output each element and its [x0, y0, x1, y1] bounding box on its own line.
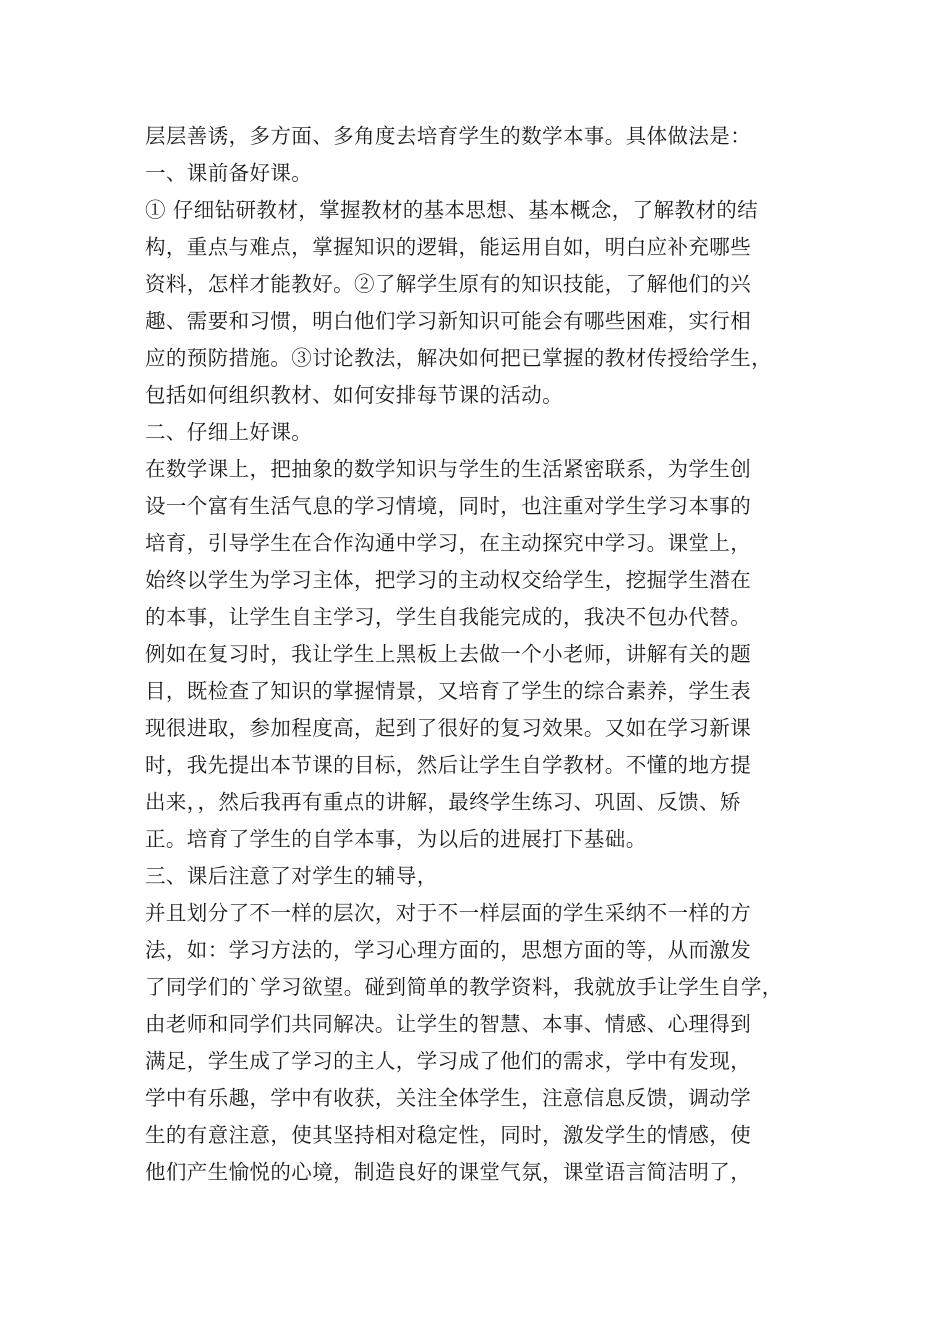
text-line: 出来，，然后我再有重点的讲解，最终学生练习、巩固、反馈、矫	[145, 790, 741, 814]
text-line: 设一个富有生活气息的学习情境，同时，也注重对学生学习本事的	[145, 494, 752, 518]
text-line: 学中有乐趣，学中有收获，关注全体学生，注意信息反馈，调动学	[145, 1086, 752, 1110]
section-heading: 一、课前备好课。	[145, 161, 313, 185]
text-line: 法，如：学习方法的，学习心理方面的，思想方面的等，从而激发	[145, 938, 752, 962]
text-line: 包括如何组织教材、如何安排每节课的活动。	[145, 383, 563, 407]
text-line: 时，我先提出本节课的目标，然后让学生自学教材。不懂的地方提	[145, 753, 752, 777]
text-line: 趣、需要和习惯，明白他们学习新知识可能会有哪些困难，实行相	[145, 309, 752, 333]
section-heading: 二、仔细上好课。	[145, 420, 313, 444]
text-line: 满足，学生成了学习的主人，学习成了他们的需求，学中有发现，	[145, 1049, 752, 1073]
section-heading: 三、课后注意了对学生的辅导，	[145, 864, 438, 888]
text-line: 资料，怎样才能教好。②了解学生原有的知识技能，了解他们的兴	[145, 272, 752, 296]
text-line: 在数学课上，把抽象的数学知识与学生的生活紧密联系，为学生创	[145, 457, 752, 481]
text-line: 始终以学生为学习主体，把学习的主动权交给学生，挖掘学生潜在	[145, 568, 752, 592]
text-line: 层层善诱，多方面、多角度去培育学生的数学本事。具体做法是：	[145, 124, 752, 148]
text-line: 现很进取，参加程度高，起到了很好的复习效果。又如在学习新课	[145, 716, 752, 740]
text-line: 正。培育了学生的自学本事，为以后的进展打下基础。	[145, 827, 647, 851]
text-line: 生的有意注意，使其坚持相对稳定性，同时，激发学生的情感，使	[145, 1123, 752, 1147]
document-body	[145, 118, 817, 1191]
text-line: 构，重点与难点，掌握知识的逻辑，能运用自如，明白应补充哪些	[145, 235, 752, 259]
text-line: 培育，引导学生在合作沟通中学习，在主动探究中学习。课堂上，	[145, 531, 752, 555]
text-line: 的本事，让学生自主学习，学生自我能完成的，我决不包办代替。	[145, 605, 752, 629]
text-line: 目，既检查了知识的掌握情景，又培育了学生的综合素养，学生表	[145, 679, 752, 703]
text-line: 由老师和同学们共同解决。让学生的智慧、本事、情感、心理得到	[145, 1012, 752, 1036]
text-line: 应的预防措施。③讨论教法，解决如何把已掌握的教材传授给学生，	[145, 346, 772, 370]
text-line: ① 仔细钻研教材，掌握教材的基本思想、基本概念，了解教材的结	[145, 198, 759, 222]
text-line: 了同学们的`学习欲望。碰到简单的教学资料，我就放手让学生自学，	[145, 975, 783, 999]
text-line: 并且划分了不一样的层次，对于不一样层面的学生采纳不一样的方	[145, 901, 752, 925]
text-line: 他们产生愉悦的心境，制造良好的课堂气氛，课堂语言简洁明了，	[145, 1160, 752, 1184]
text-line: 例如在复习时，我让学生上黑板上去做一个小老师，讲解有关的题	[145, 642, 752, 666]
